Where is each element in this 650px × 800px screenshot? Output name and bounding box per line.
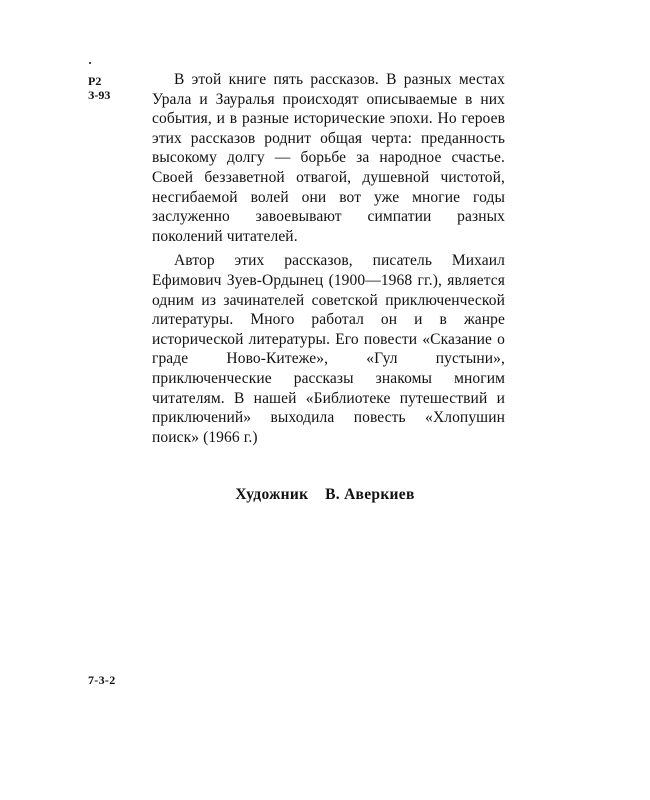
library-classification <box>88 74 110 102</box>
illustrator-label: Художник <box>235 486 309 503</box>
book-annotation <box>152 70 505 452</box>
annotation-paragraph-1: В этой книге пять рассказов. В разных местах Урала и Зауралья происходят описываемые в них события, и в разные исторические эпохи. Но героев этих рассказов роднит общая черта: преданность высокому долгу — борьбе за народное счастье. Своей беззаветной отвагой, душевной чистотой, несгибаемой волей они вот уже многие годы заслуженно завоевывают симпатии разных поколений читателей. <box>152 71 505 245</box>
annotation-paragraph-2: Автор этих рассказов, писатель Михаил Ефимович Зуев-Ордынец (1900—1968 гг.), является одним из зачинателей советской приключенческой литературы. Много работал он и в жанре исторической литературы. Его повести «Сказание о граде Ново-Китеже», «Гул пустыни», приключенческие рассказы знакомы многим читателям. В нашей «Библиотеке путешествий и приключений» выходила повесть «Хлопушин поиск» (1966 г.) <box>152 252 505 446</box>
illustrator-name: В. Аверкиев <box>325 486 415 503</box>
classification-line-2: З-93 <box>88 88 111 102</box>
illustrator-credit <box>0 486 650 504</box>
print-code: 7-3-2 <box>88 673 116 687</box>
classification-line-1: Р2 <box>88 74 102 88</box>
margin-dot <box>89 62 91 64</box>
